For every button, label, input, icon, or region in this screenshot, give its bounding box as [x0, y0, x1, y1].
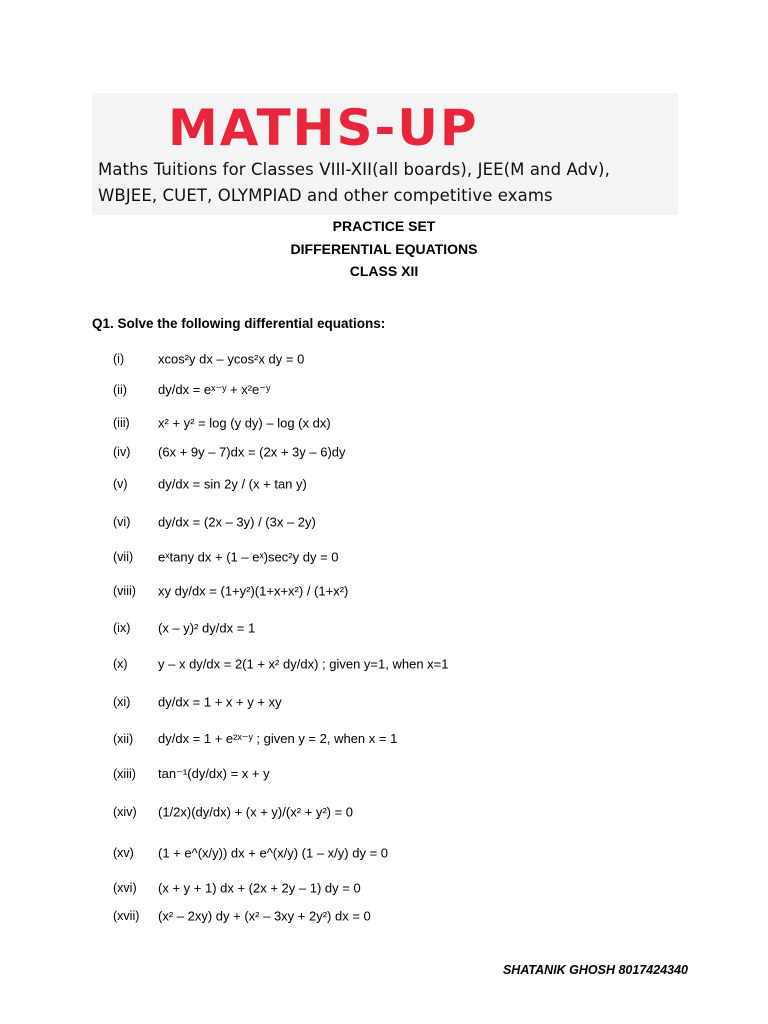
list-item: (x) y – x dy/dx = 2(1 + x² dy/dx) ; given y=1, when x=1	[113, 656, 449, 672]
footer-author: SHATANIK GHOSH 8017424340	[502, 963, 688, 977]
list-item: (xiii) tan⁻¹(dy/dx) = x + y	[113, 766, 270, 781]
list-item: (xii) dy/dx = 1 + e²ˣ⁻ʸ ; given y = 2, when x = 1	[113, 731, 398, 746]
list-item: (vii) eˣtany dx + (1 – eˣ)sec²y dy = 0	[113, 549, 339, 565]
list-item: (xiv) (1/2x)(dy/dx) + (x + y)/(x² + y²) = 0	[113, 804, 354, 820]
question-title: Q1. Solve the following differential equations:	[92, 316, 386, 331]
list-item: (viii) xy dy/dx = (1+y²)(1+x+x²) / (1+x²)	[113, 583, 349, 599]
list-item: (xv) (1 + e^(x/y)) dx + e^(x/y) (1 – x/y) dy = 0	[113, 845, 389, 861]
list-item: (ii) dy/dx = eˣ⁻ʸ + x²e⁻ʸ	[113, 382, 271, 397]
list-item: (v) dy/dx = sin 2y / (x + tan y)	[113, 476, 307, 492]
list-item: (iv) (6x + 9y – 7)dx = (2x + 3y – 6)dy	[113, 444, 346, 460]
heading-class: CLASS XII	[349, 263, 419, 279]
list-item: (ix) (x – y)² dy/dx = 1	[113, 620, 256, 636]
list-item: (i) xcos²y dx – ycos²x dy = 0	[113, 351, 305, 367]
tagline-line1: Maths Tuitions for Classes VIII-XII(all boards), JEE(M and Adv),	[98, 160, 610, 179]
list-item: (vi) dy/dx = (2x – 3y) / (3x – 2y)	[113, 514, 316, 530]
list-item: (xvi) (x + y + 1) dx + (2x + 2y – 1) dy = 0	[113, 880, 361, 896]
brand-logo: MATHS-UP	[168, 99, 479, 157]
banner	[92, 93, 678, 215]
heading-practice-set: PRACTICE SET	[332, 218, 436, 234]
list-item: (iii) x² + y² = log (y dy) – log (x dx)	[113, 415, 331, 431]
tagline-line2: WBJEE, CUET, OLYMPIAD and other competitive exams	[98, 186, 553, 205]
list-item: (xvii) (x² – 2xy) dy + (x² – 3xy + 2y²) dx = 0	[113, 908, 371, 924]
heading-topic: DIFFERENTIAL EQUATIONS	[290, 241, 478, 257]
list-item: (xi) dy/dx = 1 + x + y + xy	[113, 694, 282, 710]
